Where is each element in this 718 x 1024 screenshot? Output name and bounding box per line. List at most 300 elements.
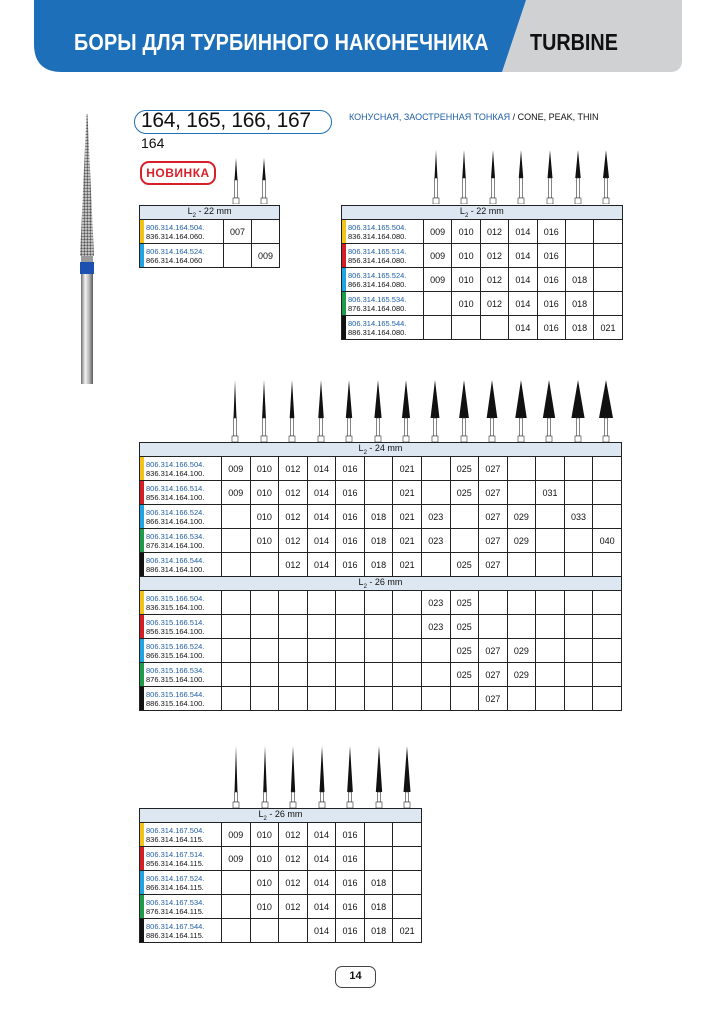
size-cell: 014 — [509, 268, 537, 292]
article-code-secondary: 856.314.164.080. — [348, 255, 407, 265]
size-cell — [536, 591, 565, 615]
article-code-secondary: 886.314.164.100. — [146, 564, 205, 574]
size-cell: 016 — [336, 847, 365, 871]
article-code-secondary: 866.315.164.100. — [146, 650, 205, 660]
size-cell: 021 — [393, 505, 422, 529]
size-cell — [222, 871, 251, 895]
size-cell — [393, 639, 422, 663]
table-164 — [139, 205, 280, 268]
size-cell: 014 — [307, 895, 336, 919]
header-title: БОРЫ ДЛЯ ТУРБИННОГО НАКОНЕЧНИКА — [74, 29, 489, 55]
size-cell — [364, 687, 393, 711]
size-cell — [421, 553, 450, 577]
size-cell — [594, 220, 622, 244]
size-cell — [307, 615, 336, 639]
article-code-cell — [140, 591, 222, 615]
length-header: $L_2 - 22$ mm — [342, 206, 623, 220]
size-cell — [564, 615, 593, 639]
size-cell: 016 — [537, 220, 565, 244]
size-cell: 025 — [450, 639, 479, 663]
size-cell — [279, 919, 308, 943]
article-code-secondary: 886.314.164.080. — [348, 327, 407, 337]
length-header: $L_2 - 26$ mm — [140, 809, 422, 823]
article-code-secondary: 876.314.164.080. — [348, 303, 407, 313]
article-code-primary: 806.315.166.504. — [146, 593, 205, 603]
size-cell — [536, 457, 565, 481]
size-cell: 012 — [480, 220, 508, 244]
size-cell — [536, 553, 565, 577]
size-cell: 014 — [307, 457, 336, 481]
article-code-cell — [140, 871, 222, 895]
article-code-secondary: 886.315.164.100. — [146, 698, 205, 708]
size-cell: 012 — [480, 292, 508, 316]
header-turbine-label: TURBINE — [530, 29, 618, 55]
size-cell — [450, 505, 479, 529]
size-cell — [593, 457, 622, 481]
article-code-secondary: 866.314.164.115. — [146, 882, 204, 892]
size-cell: 012 — [279, 457, 308, 481]
size-cell — [307, 591, 336, 615]
size-cell — [364, 481, 393, 505]
bur-icon — [371, 746, 387, 808]
bur-icon — [484, 380, 500, 442]
size-cell — [594, 268, 622, 292]
size-cell — [364, 457, 393, 481]
article-code-secondary: 836.315.164.100. — [146, 602, 205, 612]
bur-icon — [598, 150, 614, 204]
size-cell — [450, 687, 479, 711]
size-cell — [393, 871, 422, 895]
size-cell — [222, 505, 251, 529]
article-code-primary: 806.314.164.524. — [146, 246, 205, 256]
size-cell: 009 — [222, 457, 251, 481]
table-167 — [139, 808, 422, 943]
size-cell: 040 — [593, 529, 622, 553]
article-code-primary: 806.314.166.534. — [146, 531, 205, 541]
size-cell — [564, 529, 593, 553]
size-cell — [336, 591, 365, 615]
size-cell — [250, 663, 279, 687]
size-cell: 016 — [336, 895, 365, 919]
size-cell: 016 — [537, 244, 565, 268]
size-cell — [421, 481, 450, 505]
bur-icon — [399, 746, 415, 808]
article-code-cell — [140, 687, 222, 711]
bur-icon — [314, 746, 330, 808]
size-cell: 023 — [421, 529, 450, 553]
size-cell: 014 — [509, 244, 537, 268]
size-cell — [593, 615, 622, 639]
size-cell — [421, 687, 450, 711]
size-cell: 014 — [307, 871, 336, 895]
size-cell — [594, 292, 622, 316]
size-cell — [364, 639, 393, 663]
size-cell — [393, 591, 422, 615]
table-row — [140, 244, 280, 268]
article-code-secondary: 856.314.164.115. — [146, 858, 204, 868]
size-cell: 018 — [364, 553, 393, 577]
size-cell: 025 — [450, 591, 479, 615]
size-cell: 012 — [279, 481, 308, 505]
article-code-secondary: 836.314.164.100. — [146, 468, 205, 478]
size-cell: 012 — [279, 895, 308, 919]
size-cell — [536, 663, 565, 687]
size-cell: 010 — [250, 847, 279, 871]
size-cell — [364, 591, 393, 615]
size-cell — [536, 505, 565, 529]
size-cell — [593, 687, 622, 711]
size-cell: 027 — [479, 687, 508, 711]
size-cell: 016 — [336, 505, 365, 529]
page-header — [34, 0, 682, 72]
size-cell — [507, 481, 536, 505]
bur-icons-167 — [221, 746, 421, 808]
table-row — [140, 220, 280, 244]
size-cell — [279, 687, 308, 711]
size-cell — [536, 529, 565, 553]
size-cell: 016 — [336, 871, 365, 895]
size-cell: 012 — [279, 505, 308, 529]
product-subtitle — [349, 112, 599, 122]
bur-icon — [570, 150, 586, 204]
article-code-secondary: 866.314.164.060 — [146, 255, 203, 265]
bur-icon — [513, 150, 529, 204]
size-cell: 025 — [450, 615, 479, 639]
article-code-cell — [140, 823, 222, 847]
table-row — [140, 553, 622, 577]
size-cell: 023 — [421, 591, 450, 615]
article-code-cell — [140, 481, 222, 505]
table-row — [140, 529, 622, 553]
bur-icons-164 — [221, 158, 279, 204]
bur-icon — [598, 380, 614, 442]
size-cell — [250, 687, 279, 711]
size-cell: 010 — [250, 481, 279, 505]
size-cell: 010 — [250, 529, 279, 553]
article-code-cell — [140, 847, 222, 871]
bur-icon — [228, 746, 244, 808]
size-cell: 021 — [594, 316, 622, 340]
size-cell — [536, 639, 565, 663]
size-cell: 016 — [537, 316, 565, 340]
size-cell — [252, 220, 280, 244]
size-cell: 016 — [336, 823, 365, 847]
size-cell: 014 — [307, 823, 336, 847]
size-cell: 027 — [479, 639, 508, 663]
size-cell: 009 — [424, 268, 452, 292]
table-row — [140, 871, 422, 895]
size-cell: 009 — [222, 481, 251, 505]
article-code-secondary: 836.314.164.080. — [348, 231, 407, 241]
size-cell: 012 — [279, 529, 308, 553]
size-cell: 016 — [336, 919, 365, 943]
size-cell: 027 — [479, 663, 508, 687]
size-cell: 027 — [479, 481, 508, 505]
size-cell: 010 — [452, 220, 480, 244]
subtitle-ru: КОНУСНАЯ, ЗАОСТРЕННАЯ ТОНКАЯ — [349, 112, 511, 122]
size-cell: 033 — [564, 505, 593, 529]
size-cell — [336, 687, 365, 711]
size-cell: 018 — [565, 268, 593, 292]
article-code-cell — [342, 268, 424, 292]
size-cell: 018 — [364, 505, 393, 529]
article-code-primary: 806.314.166.544. — [146, 555, 205, 565]
size-cell: 018 — [364, 871, 393, 895]
size-cell — [564, 687, 593, 711]
product-title: 164, 165, 166, 167 — [141, 109, 311, 132]
size-cell: 016 — [336, 457, 365, 481]
article-code-secondary: 876.314.164.115. — [146, 906, 204, 916]
size-cell — [364, 823, 393, 847]
size-cell — [250, 553, 279, 577]
size-cell — [279, 639, 308, 663]
bur-icon — [541, 380, 557, 442]
bur-icon — [427, 380, 443, 442]
length-header-24: $L_2 - 24$ mm — [140, 443, 622, 457]
size-cell: 012 — [279, 553, 308, 577]
table-166 — [139, 442, 622, 711]
size-cell — [479, 615, 508, 639]
table-row — [140, 919, 422, 943]
bur-icon — [370, 380, 386, 442]
bur-icon — [227, 380, 243, 442]
article-code-primary: 806.314.167.504. — [146, 825, 205, 835]
bur-icon — [257, 746, 273, 808]
size-cell — [222, 529, 251, 553]
article-code-cell — [140, 919, 222, 943]
size-cell — [593, 481, 622, 505]
size-cell: 016 — [336, 481, 365, 505]
size-cell: 014 — [307, 919, 336, 943]
size-cell — [479, 591, 508, 615]
article-code-primary: 806.314.165.504. — [348, 222, 407, 232]
bur-icon — [342, 746, 358, 808]
size-cell: 021 — [393, 553, 422, 577]
table-row — [140, 505, 622, 529]
article-code-cell — [140, 663, 222, 687]
size-cell — [336, 663, 365, 687]
article-code-secondary: 886.314.164.115. — [146, 930, 204, 940]
bur-icon — [456, 150, 472, 204]
size-cell: 012 — [279, 847, 308, 871]
size-cell: 029 — [507, 505, 536, 529]
size-cell — [424, 316, 452, 340]
size-cell — [222, 919, 251, 943]
article-code-secondary: 866.314.164.080. — [348, 279, 407, 289]
size-cell — [336, 615, 365, 639]
size-cell — [250, 615, 279, 639]
article-code-primary: 806.314.166.514. — [146, 483, 205, 493]
size-cell: 016 — [537, 292, 565, 316]
size-cell: 018 — [565, 292, 593, 316]
size-cell — [222, 663, 251, 687]
product-number: 164 — [141, 135, 165, 151]
size-cell — [307, 663, 336, 687]
length-header-26: $L_2 - 26$ mm — [140, 577, 622, 591]
size-cell — [421, 457, 450, 481]
size-cell — [307, 639, 336, 663]
size-cell: 014 — [509, 292, 537, 316]
size-cell — [594, 244, 622, 268]
page-number: 14 — [335, 966, 376, 988]
size-cell — [393, 823, 422, 847]
article-code-cell — [140, 529, 222, 553]
article-code-primary: 806.314.167.514. — [146, 849, 205, 859]
size-cell: 014 — [307, 481, 336, 505]
size-cell — [424, 292, 452, 316]
size-cell — [564, 457, 593, 481]
size-cell: 018 — [364, 895, 393, 919]
table-row — [140, 615, 622, 639]
table-row — [140, 895, 422, 919]
bur-icon — [228, 158, 244, 204]
size-cell — [393, 847, 422, 871]
article-code-cell — [342, 244, 424, 268]
size-cell: 016 — [537, 268, 565, 292]
size-cell: 010 — [452, 292, 480, 316]
size-cell: 010 — [250, 457, 279, 481]
bur-icon — [285, 746, 301, 808]
article-code-secondary: 876.315.164.100. — [146, 674, 205, 684]
bur-icon — [513, 380, 529, 442]
article-code-secondary: 836.314.164.115. — [146, 834, 204, 844]
size-cell — [565, 244, 593, 268]
size-cell: 021 — [393, 481, 422, 505]
size-cell — [564, 553, 593, 577]
bur-icon — [284, 380, 300, 442]
size-cell: 007 — [224, 220, 252, 244]
bur-icon — [256, 380, 272, 442]
article-code-primary: 806.315.166.534. — [146, 665, 205, 675]
size-cell — [393, 615, 422, 639]
table-row — [342, 292, 623, 316]
bur-icon — [341, 380, 357, 442]
table-row — [342, 244, 623, 268]
size-cell — [222, 591, 251, 615]
size-cell: 010 — [250, 823, 279, 847]
article-code-cell — [140, 244, 224, 268]
size-cell: 014 — [307, 529, 336, 553]
size-cell — [279, 663, 308, 687]
table-row — [342, 316, 623, 340]
table-row — [140, 847, 422, 871]
size-cell: 009 — [222, 847, 251, 871]
size-cell — [452, 316, 480, 340]
size-cell — [507, 591, 536, 615]
size-cell — [393, 895, 422, 919]
article-code-secondary: 856.314.164.100. — [146, 492, 205, 502]
size-cell — [279, 591, 308, 615]
size-cell — [222, 639, 251, 663]
size-cell — [336, 639, 365, 663]
size-cell: 018 — [565, 316, 593, 340]
size-cell: 010 — [250, 505, 279, 529]
size-cell: 027 — [479, 529, 508, 553]
article-code-cell — [140, 220, 224, 244]
bur-icon — [398, 380, 414, 442]
table-row — [140, 639, 622, 663]
size-cell: 021 — [393, 529, 422, 553]
size-cell: 029 — [507, 663, 536, 687]
size-cell: 009 — [424, 220, 452, 244]
bur-icon — [570, 380, 586, 442]
article-code-secondary: 856.315.164.100. — [146, 626, 205, 636]
article-code-cell — [140, 895, 222, 919]
table-165 — [341, 205, 623, 340]
article-code-cell — [140, 639, 222, 663]
size-cell — [364, 663, 393, 687]
size-cell: 009 — [222, 823, 251, 847]
article-code-cell — [140, 505, 222, 529]
subtitle-en: / CONE, PEAK, THIN — [510, 112, 599, 122]
size-cell — [564, 591, 593, 615]
size-cell — [507, 687, 536, 711]
article-code-primary: 806.315.166.544. — [146, 689, 205, 699]
size-cell — [307, 687, 336, 711]
size-cell — [450, 529, 479, 553]
table-row — [140, 591, 622, 615]
size-cell: 009 — [252, 244, 280, 268]
article-code-primary: 806.315.166.524. — [146, 641, 205, 651]
size-cell: 014 — [509, 316, 537, 340]
size-cell: 012 — [480, 244, 508, 268]
article-code-secondary: 836.314.164.060. — [146, 231, 205, 241]
article-code-cell — [140, 615, 222, 639]
size-cell — [507, 615, 536, 639]
bur-icon — [485, 150, 501, 204]
size-cell: 009 — [424, 244, 452, 268]
size-cell: 014 — [509, 220, 537, 244]
size-cell — [279, 615, 308, 639]
bur-icon — [542, 150, 558, 204]
size-cell: 010 — [250, 871, 279, 895]
size-cell — [564, 639, 593, 663]
size-cell — [565, 220, 593, 244]
size-cell — [224, 244, 252, 268]
size-cell — [393, 663, 422, 687]
size-cell — [250, 639, 279, 663]
size-cell — [507, 457, 536, 481]
size-cell: 021 — [393, 919, 422, 943]
size-cell: 029 — [507, 639, 536, 663]
size-cell — [593, 663, 622, 687]
bur-icon — [456, 380, 472, 442]
article-code-primary: 806.314.165.524. — [348, 270, 407, 280]
article-code-primary: 806.314.164.504. — [146, 222, 205, 232]
bur-icons-166 — [220, 380, 620, 442]
article-code-primary: 806.315.166.514. — [146, 617, 205, 627]
article-code-primary: 806.314.165.544. — [348, 318, 407, 328]
size-cell: 010 — [452, 268, 480, 292]
size-cell: 016 — [336, 529, 365, 553]
size-cell: 025 — [450, 663, 479, 687]
table-row — [342, 220, 623, 244]
bur-photo — [76, 114, 110, 384]
article-code-cell — [342, 292, 424, 316]
bur-icon — [313, 380, 329, 442]
size-cell — [250, 591, 279, 615]
table-row — [342, 268, 623, 292]
new-badge: НОВИНКА — [140, 161, 216, 185]
article-code-primary: 806.314.167.524. — [146, 873, 205, 883]
size-cell: 010 — [452, 244, 480, 268]
size-cell — [222, 687, 251, 711]
article-code-cell — [140, 457, 222, 481]
size-cell: 014 — [307, 847, 336, 871]
size-cell — [393, 687, 422, 711]
size-cell — [480, 316, 508, 340]
size-cell — [507, 553, 536, 577]
